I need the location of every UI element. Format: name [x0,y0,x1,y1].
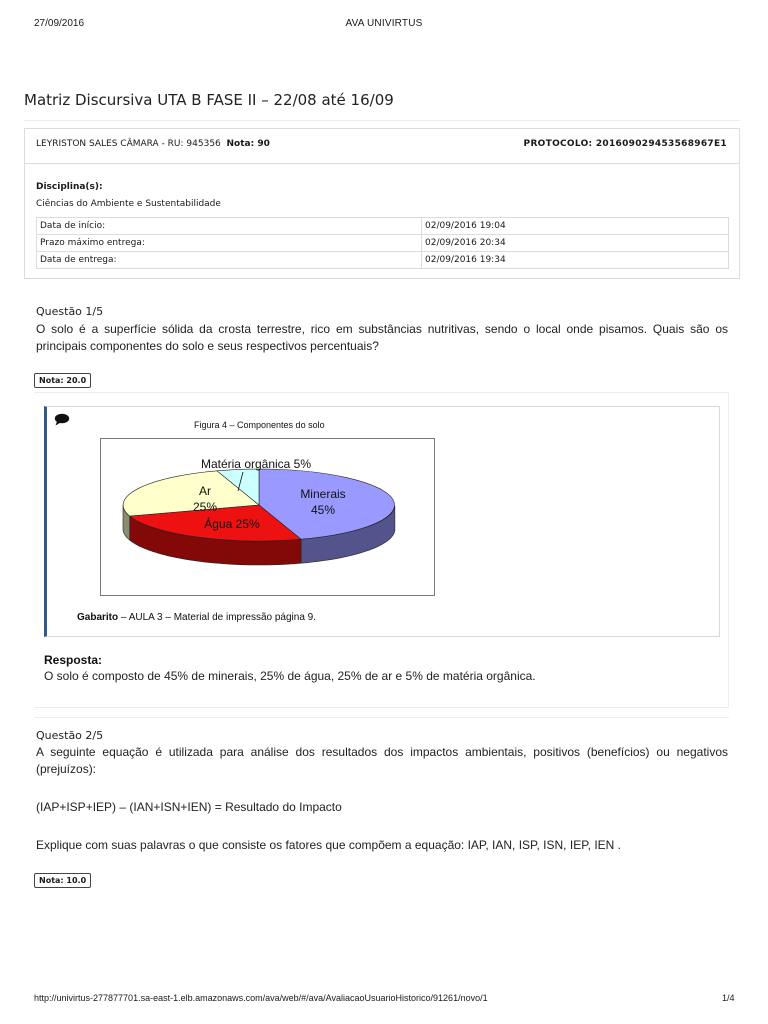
student-header [25,129,739,164]
label-ar-value: 25% [192,500,218,514]
student-grade: Nota: 90 [226,139,270,149]
table-row [37,218,729,235]
question-2-prompt: Explique com suas palavras o que consiste os fatores que compõem a equação: IAP, IAN, ISP, ISN, IEP, IEN . [36,838,621,852]
assessment-info-panel [24,128,740,279]
page-title: Matriz Discursiva UTA B FASE II – 22/08 até 16/09 [24,91,394,109]
title-divider [24,120,740,121]
question-1-grade [34,370,91,388]
label-minerais-value: 45% [310,503,336,517]
question-2-grade [34,870,91,888]
question-1-text: O solo é a superfície sólida da crosta terrestre, rico em substâncias nutritivas, sendo o local onde pisamos. Quais são os principais componentes do solo e seus respectivos percentuais? [36,322,728,353]
question-2-text: A seguinte equação é utilizada para análise dos resultados dos impactos ambientais, positivos (benefícios) ou negativos (prejuízos): [36,745,728,776]
date-value: 02/09/2016 19:34 [422,252,729,269]
response-text: O solo é composto de 45% de minerais, 25% de água, 25% de ar e 5% de matéria orgânica. [44,669,536,683]
question-1-label: Questão 1/5 [36,305,104,318]
date-label: Data de início: [37,218,422,235]
protocol-number: PROTOCOLO: 201609029453568967E1 [523,139,727,149]
page-number: 1/4 [722,993,735,1003]
discipline-label: Disciplina(s): [36,182,103,192]
print-site-title: AVA UNIVIRTUS [345,18,423,29]
table-row [37,252,729,269]
student-name-ru: LEYRISTON SALES CÂMARA - RU: 945356 [36,139,221,149]
date-label: Data de entrega: [37,252,422,269]
date-label: Prazo máximo entrega: [37,235,422,252]
student-info [36,139,270,149]
date-value: 02/09/2016 19:04 [422,218,729,235]
label-minerais-name: Minerais [300,487,346,501]
figure-caption: Figura 4 – Componentes do solo [194,420,325,430]
pie-chart [101,439,434,595]
label-materia-organica: Matéria orgânica 5% [200,457,312,471]
answer-key [77,612,316,623]
pie-chart-frame [100,438,435,596]
date-value: 02/09/2016 20:34 [422,235,729,252]
question-2-equation: (IAP+ISP+IEP) – (IAN+ISN+IEN) = Resultado do Impacto [36,800,342,814]
discipline-value: Ciências do Ambiente e Sustentabilidade [36,199,221,209]
print-date: 27/09/2016 [34,18,85,29]
label-agua: Água 25% [204,517,260,531]
response-label: Resposta: [44,653,103,667]
label-ar-name: Ar [199,484,211,498]
dates-table [36,217,729,269]
answer-key-label: Gabarito [77,612,119,623]
comment-icon [54,413,70,431]
table-row [37,235,729,252]
grade-badge: Nota: 10.0 [34,873,91,888]
print-url: http://univirtus-277877701.sa-east-1.elb.amazonaws.com/ava/web/#/ava/AvaliacaoUsuarioHistorico/91261/novo/1 [34,993,488,1003]
question-2-label: Questão 2/5 [36,729,104,742]
question-divider [34,717,729,718]
grade-badge: Nota: 20.0 [34,373,91,388]
answer-key-reference: – AULA 3 – Material de impressão página 9. [118,612,317,623]
